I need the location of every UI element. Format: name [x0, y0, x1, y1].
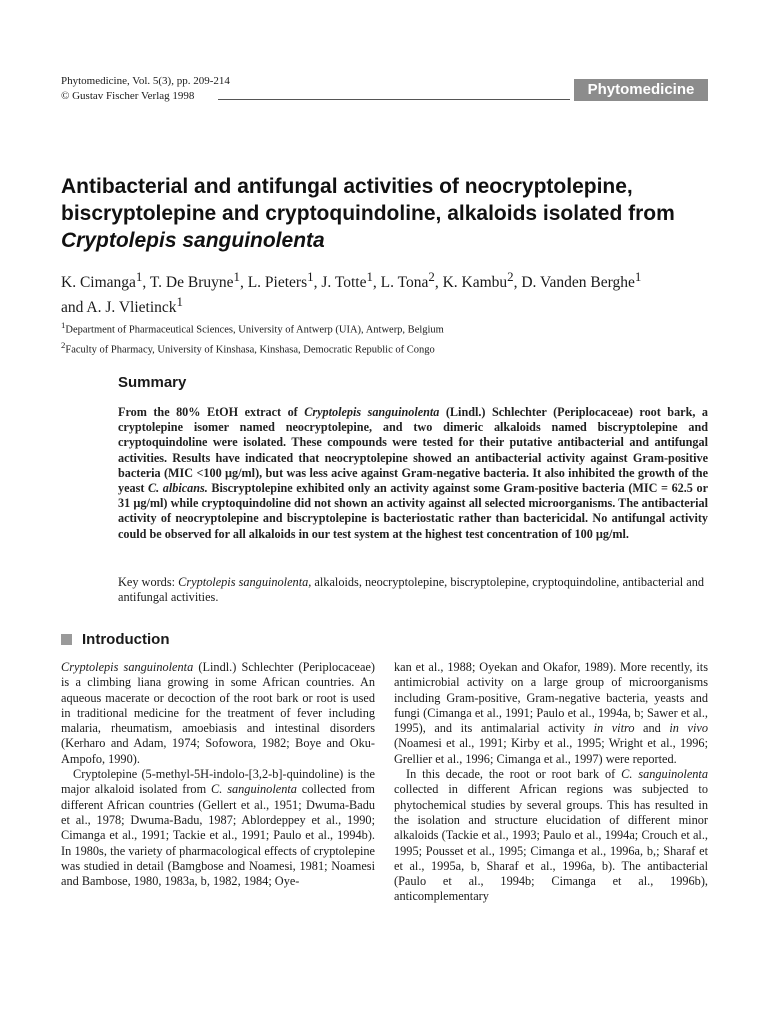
author: L. Pieters$^1$,: [247, 269, 322, 292]
author: K. Kambu$^2$,: [442, 269, 522, 292]
author: K. Cimanga$^1$,: [61, 269, 150, 292]
introduction-heading: Introduction: [61, 631, 169, 648]
affiliation-2: $^2$Faculty of Pharmacy, University of Kinshasa, Kinshasa, Democratic Republic of Congo: [61, 339, 435, 355]
intro-right-column: [394, 660, 708, 905]
summary-heading: Summary: [118, 374, 187, 391]
keywords-label: Key words:: [118, 575, 179, 589]
author: A. J. Vlietinck$^1$: [86, 294, 183, 317]
author: J. Totte$^1$,: [321, 269, 381, 292]
author: T. De Bruyne$^1$,: [149, 269, 248, 292]
intro-left-column: [61, 660, 375, 889]
article-title: [61, 173, 721, 254]
author-conjunction: and: [61, 299, 87, 317]
author-list: [61, 267, 721, 317]
author: L. Tona$^2$,: [380, 269, 443, 292]
affiliation-1: $^1$Department of Pharmaceutical Sciences, University of Antwerp (UIA), Antwerp, Belgium: [61, 320, 444, 336]
title-text: Antibacterial and antifungal activities of neocryptolepine, biscryptolepine and cryptoquindoline, alkaloids isolated from: [61, 175, 675, 225]
title-species: Cryptolepis sanguinolenta: [61, 229, 325, 252]
paragraph: Cryptolepis sanguinolenta (Lindl.) Schlechter (Periplocaceae) is a climbing liana growing in some African countries. An aqueous macerate or decoction of the root bark or root is used in traditional medicine for the treatment of fever including malaria, rheumatism, amoebiasis and intestinal disorders (Kerharo and Adam, 1974; Sofowora, 1982; Boye and Oku-Ampofo, 1990).: [61, 660, 375, 766]
journal-badge: Phytomedicine: [574, 79, 708, 101]
header-rule: [218, 99, 570, 100]
section-marker-icon: [61, 634, 72, 645]
summary-abstract: From the 80% EtOH extract of Cryptolepis sanguinolenta (Lindl.) Schlechter (Periplocaceae) root bark, a cryptolepine isomer named neocryptolepine, and two dimeric alkaloids named biscryptolepine and cryptoquindoline were isolated. These compounds were tested for their putative antibacterial and antifungal activities. Results have indicated that neocryptolepine showed an antibacterial activity against Gram-positive bacteria (MIC <100 µg/ml), but was less acive against Gram-negative bacteria. It also inhibited the growth of the yeast C. albicans. Biscryptolepine exhibited only an activity against some Gram-positive bacteria (MIC = 62.5 or 31 µg/ml) while cryptoquindoline did not shown an activity against all selected microorganisms. The antibacterial activity of neocryptolepine and biscryptolepine is bacteriostatic rather than bactericidal. No antifungal activity could be observed for all alkaloids in our test system at the highest test concentration of 100 µg/ml.: [118, 405, 708, 541]
journal-citation: Phytomedicine, Vol. 5(3), pp. 209-214: [61, 75, 230, 87]
paragraph: In this decade, the root or root bark of C. sanguinolenta collected in different African regions was subjected to phytochemical studies by several groups. This has resulted in the isolation and structure elucidation of different minor alkaloids (Tackie et al., 1993; Paulo et al., 1994a; Crouch et al., 1995; Pousset et al., 1995; Cimanga et al., 1996a, b,; Sharaf et et al., 1995a, b, Sharaf et al., 1996a, b). The antibacterial (Paulo et al., 1994b; Cimanga et al., 1996b), anticomplementary: [394, 767, 708, 904]
author: D. Vanden Berghe$^1$: [521, 269, 642, 292]
paragraph: Cryptolepine (5-methyl-5H-indolo-[3,2-b]-quindoline) is the major alkaloid isolated from C. sanguinolenta collected from different African countries (Gellert et al., 1951; Dwuma-Badu et al., 1978; Dwuma-Badu, 1987; Ablordeppey et al., 1990; Cimanga et al., 1991; Tackie et al., 1991; Paulo et al., 1994b). In 1980s, the variety of pharmacological effects of cryptolepine was studied in detail (Bamgbose and Noamesi, 1981; Noamesi and Bambose, 1980, 1983a, b, 1982, 1984; Oye-: [61, 767, 375, 889]
paragraph: kan et al., 1988; Oyekan and Okafor, 1989). More recently, its antimicrobial activity on a large group of microorganisms including Gram-positive, Gram-negative bacteria, yeasts and fungi (Cimanga et al., 1991; Paulo et al., 1994a, b; Sawer et al., 1995), and its antimalarial activity in vitro and in vivo (Noamesi et al., 1991; Kirby et al., 1995; Wright et al., 1996; Grellier et al., 1996; Cimanga et al., 1997) were reported.: [394, 660, 708, 766]
affiliations: [61, 318, 721, 357]
journal-header: [61, 74, 230, 104]
keywords: Key words: Cryptolepis sanguinolenta, alkaloids, neocryptolepine, biscryptolepine, cryptoquindoline, antibacterial and antifungal activities.: [118, 575, 705, 605]
publisher-line: © Gustav Fischer Verlag 1998: [61, 90, 195, 102]
